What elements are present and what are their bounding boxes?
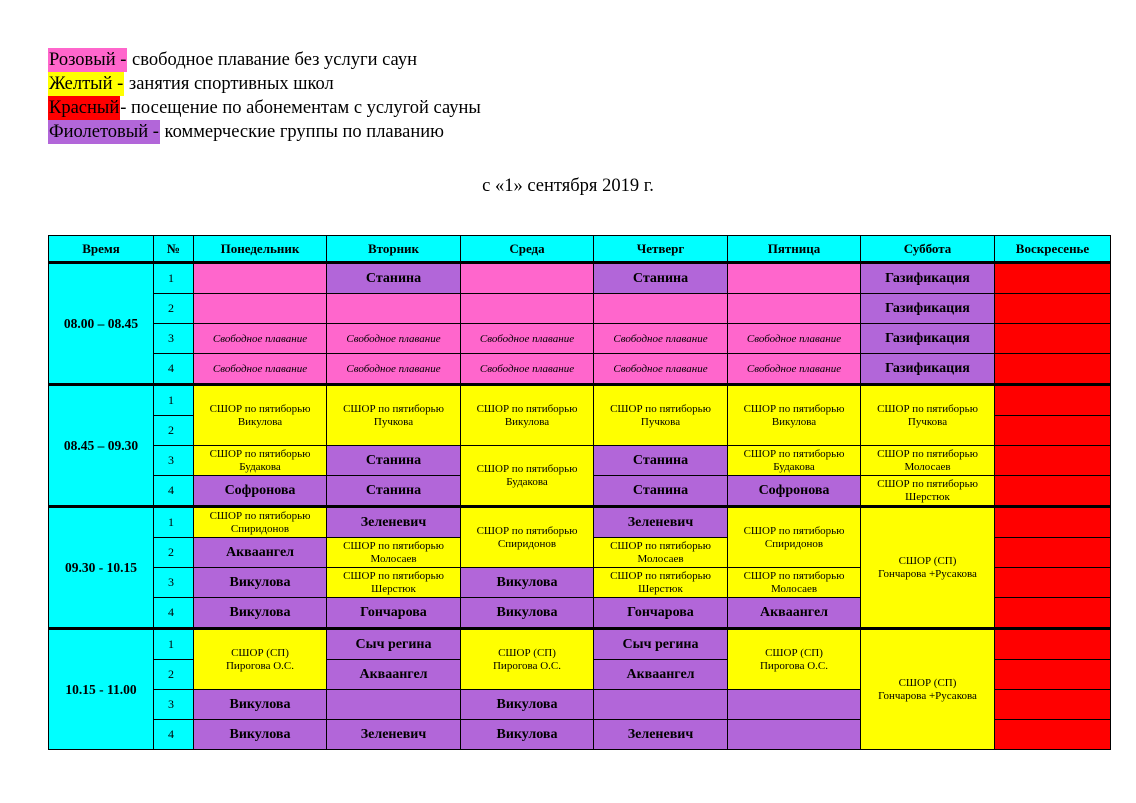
table-row [49, 354, 1111, 385]
schedule-cell: Газификация [861, 263, 995, 294]
legend-yellow [48, 72, 481, 96]
schedule-cell [461, 385, 594, 446]
legend-violet-text: коммерческие группы по плаванию [159, 122, 444, 142]
schedule-cell [461, 263, 594, 294]
cell-line: СШОР по пятиборью [343, 402, 444, 415]
legend-red [48, 96, 481, 120]
schedule-cell [728, 263, 861, 294]
schedule-cell [995, 568, 1111, 598]
schedule-cell: Свободное плавание [461, 324, 594, 354]
header-monday: Понедельник [194, 236, 327, 263]
cell-line: Спиридонов [764, 537, 824, 550]
schedule-cell: Свободное плавание [461, 354, 594, 385]
schedule-cell [995, 629, 1111, 660]
cell-line: СШОР по пятиборью [343, 539, 444, 552]
schedule-cell [594, 690, 728, 720]
row-number: 1 [154, 507, 194, 538]
schedule-cell: Станина [327, 263, 461, 294]
schedule-cell: Гончарова [594, 598, 728, 629]
row-number: 2 [154, 416, 194, 446]
schedule-cell [594, 294, 728, 324]
schedule-cell [995, 263, 1111, 294]
schedule-cell [461, 446, 594, 507]
cell-line: СШОР по пятиборью [476, 462, 578, 475]
schedule-cell [194, 446, 327, 476]
schedule-cell: Свободное плавание [594, 324, 728, 354]
cell-line: СШОР по пятиборью [743, 569, 845, 582]
cell-line: Пирогова О.С. [225, 659, 295, 672]
cell-line: СШОР по пятиборью [610, 402, 711, 415]
schedule-cell: Свободное плавание [327, 324, 461, 354]
schedule-cell [995, 446, 1111, 476]
cell-line: Викулова [504, 415, 550, 428]
schedule-cell [327, 294, 461, 324]
schedule-cell [728, 720, 861, 750]
row-number: 2 [154, 660, 194, 690]
cell-line: СШОР по пятиборью [743, 447, 845, 460]
header-tuesday: Вторник [327, 236, 461, 263]
schedule-cell [327, 385, 461, 446]
cell-line: Викулова [771, 415, 817, 428]
cell-line: СШОР (СП) [898, 676, 957, 689]
cell-line: СШОР по пятиборью [743, 402, 845, 415]
schedule-cell [995, 476, 1111, 507]
header-time: Время [49, 236, 154, 263]
schedule-cell: Зеленевич [327, 507, 461, 538]
schedule-cell: Свободное плавание [728, 354, 861, 385]
cell-line: СШОР по пятиборью [877, 477, 978, 490]
schedule-cell: Викулова [194, 690, 327, 720]
schedule-cell: Газификация [861, 354, 995, 385]
row-number: 4 [154, 476, 194, 507]
cell-line: СШОР по пятиборью [877, 447, 978, 460]
schedule-cell [327, 690, 461, 720]
schedule-cell: Гончарова [327, 598, 461, 629]
cell-line: СШОР по пятиборью [209, 447, 311, 460]
header-row [49, 236, 1111, 263]
cell-line: СШОР (СП) [231, 646, 289, 659]
cell-line: Шерстюк [638, 582, 683, 595]
schedule-cell [995, 690, 1111, 720]
schedule-cell [594, 568, 728, 598]
schedule-cell: Викулова [194, 598, 327, 629]
cell-line: Спиридонов [230, 522, 290, 535]
row-number: 3 [154, 568, 194, 598]
cell-line: Шерстюк [905, 490, 950, 503]
schedule-cell [995, 385, 1111, 416]
legend-pink-key: Розовый - [49, 50, 127, 70]
legend-red-key: Красный [49, 98, 120, 118]
schedule-cell [194, 507, 327, 538]
schedule-cell [995, 660, 1111, 690]
time-slot-4: 10.15 - 11.00 [49, 629, 154, 750]
cell-line: СШОР (СП) [765, 646, 823, 659]
cell-line: СШОР по пятиборью [209, 402, 311, 415]
header-number: № [154, 236, 194, 263]
cell-line: Будакова [239, 460, 281, 473]
cell-line: Будакова [773, 460, 815, 473]
schedule-cell: Свободное плавание [327, 354, 461, 385]
table-row [49, 294, 1111, 324]
schedule-cell: Сыч регина [594, 629, 728, 660]
legend-pink [48, 48, 481, 72]
schedule-cell: Станина [594, 446, 728, 476]
schedule-cell [995, 324, 1111, 354]
header-friday: Пятница [728, 236, 861, 263]
schedule-cell [728, 690, 861, 720]
schedule-cell: Викулова [461, 568, 594, 598]
header-thursday: Четверг [594, 236, 728, 263]
schedule-cell [461, 507, 594, 568]
cell-line: СШОР по пятиборью [209, 509, 311, 522]
schedule-cell: Акваангел [194, 538, 327, 568]
schedule-cell [194, 263, 327, 294]
schedule-cell: Свободное плавание [194, 354, 327, 385]
cell-line: Молосаев [770, 582, 818, 595]
cell-line: Викулова [237, 415, 283, 428]
schedule-cell: Станина [327, 446, 461, 476]
cell-line: Пучкова [907, 415, 948, 428]
time-slot-2: 08.45 – 09.30 [49, 385, 154, 507]
cell-line: Молосаев [904, 460, 951, 473]
schedule-cell [995, 720, 1111, 750]
cell-line: СШОР по пятиборью [610, 569, 711, 582]
cell-line: Пирогова О.С. [492, 659, 562, 672]
schedule-cell: Зеленевич [594, 720, 728, 750]
cell-line: Гончарова +Русакова [878, 567, 977, 580]
schedule-cell [861, 507, 995, 629]
row-number: 2 [154, 538, 194, 568]
row-number: 2 [154, 294, 194, 324]
legend-violet-key: Фиолетовый - [49, 122, 159, 142]
table-row [49, 446, 1111, 476]
schedule-cell [861, 476, 995, 507]
table-row [49, 385, 1111, 416]
cell-line: Пучкова [640, 415, 681, 428]
schedule-cell [995, 354, 1111, 385]
schedule-cell: Софронова [728, 476, 861, 507]
cell-line: СШОР по пятиборью [610, 539, 711, 552]
schedule-title: с «1» сентября 2019 г. [482, 176, 654, 196]
schedule-cell: Станина [327, 476, 461, 507]
schedule-cell: Викулова [461, 598, 594, 629]
schedule-cell: Сыч регина [327, 629, 461, 660]
schedule-cell [995, 294, 1111, 324]
schedule-cell [194, 385, 327, 446]
schedule-cell: Викулова [194, 720, 327, 750]
cell-line: СШОР по пятиборью [877, 402, 978, 415]
schedule-cell: Газификация [861, 294, 995, 324]
schedule-cell [728, 507, 861, 568]
row-number: 4 [154, 354, 194, 385]
time-slot-3: 09.30 - 10.15 [49, 507, 154, 629]
header-sunday: Воскресенье [995, 236, 1111, 263]
cell-line: СШОР по пятиборью [476, 524, 578, 537]
cell-line: Пирогова О.С. [759, 659, 829, 672]
schedule-cell: Викулова [461, 690, 594, 720]
schedule-cell [194, 629, 327, 690]
schedule-cell [327, 538, 461, 568]
schedule-cell [728, 568, 861, 598]
legend-violet [48, 120, 481, 144]
schedule-cell: Зеленевич [327, 720, 461, 750]
schedule-cell [995, 416, 1111, 446]
row-number: 1 [154, 629, 194, 660]
schedule-cell [861, 446, 995, 476]
schedule-cell [995, 598, 1111, 629]
cell-line: Будакова [506, 475, 548, 488]
schedule-cell: Газификация [861, 324, 995, 354]
row-number: 1 [154, 385, 194, 416]
schedule-cell [728, 294, 861, 324]
color-legend [48, 48, 481, 144]
schedule-cell: Свободное плавание [728, 324, 861, 354]
cell-line: СШОР (СП) [498, 646, 556, 659]
table-row [49, 324, 1111, 354]
schedule-cell [995, 538, 1111, 568]
schedule-cell [728, 446, 861, 476]
row-number: 1 [154, 263, 194, 294]
cell-line: Спиридонов [497, 537, 557, 550]
schedule-cell [728, 385, 861, 446]
cell-line: Гончарова +Русакова [878, 689, 977, 702]
schedule-cell: Софронова [194, 476, 327, 507]
schedule-cell: Акваангел [327, 660, 461, 690]
schedule-cell [728, 629, 861, 690]
schedule-cell [861, 629, 995, 750]
schedule-cell: Станина [594, 476, 728, 507]
schedule-cell [594, 538, 728, 568]
row-number: 3 [154, 446, 194, 476]
schedule-cell [461, 629, 594, 690]
schedule-cell: Свободное плавание [594, 354, 728, 385]
schedule-cell [861, 385, 995, 446]
cell-line: Шерстюк [371, 582, 416, 595]
schedule-cell: Акваангел [594, 660, 728, 690]
schedule-cell [194, 294, 327, 324]
table-row [49, 263, 1111, 294]
schedule-table [48, 235, 1111, 750]
cell-line: СШОР по пятиборью [476, 402, 578, 415]
schedule-cell: Викулова [461, 720, 594, 750]
row-number: 3 [154, 324, 194, 354]
schedule-cell: Свободное плавание [194, 324, 327, 354]
header-wednesday: Среда [461, 236, 594, 263]
cell-line: Молосаев [637, 552, 684, 565]
table-row [49, 629, 1111, 660]
cell-line: Пучкова [373, 415, 414, 428]
legend-pink-text: свободное плавание без услуги саун [127, 50, 417, 70]
schedule-cell [327, 568, 461, 598]
legend-yellow-text: занятия спортивных школ [124, 74, 334, 94]
schedule-cell: Акваангел [728, 598, 861, 629]
cell-line: СШОР по пятиборью [343, 569, 444, 582]
header-saturday: Суббота [861, 236, 995, 263]
schedule-cell [995, 507, 1111, 538]
cell-line: Молосаев [370, 552, 417, 565]
cell-line: СШОР (СП) [898, 554, 957, 567]
schedule-cell: Станина [594, 263, 728, 294]
schedule-cell: Викулова [194, 568, 327, 598]
row-number: 4 [154, 598, 194, 629]
time-slot-1: 08.00 – 08.45 [49, 263, 154, 385]
schedule-cell [461, 294, 594, 324]
row-number: 3 [154, 690, 194, 720]
schedule-cell [594, 385, 728, 446]
table-row [49, 507, 1111, 538]
row-number: 4 [154, 720, 194, 750]
legend-yellow-key: Желтый - [49, 74, 124, 94]
cell-line: СШОР по пятиборью [743, 524, 845, 537]
schedule-cell: Зеленевич [594, 507, 728, 538]
legend-red-text: - посещение по абонементам с услугой сауны [120, 98, 481, 118]
